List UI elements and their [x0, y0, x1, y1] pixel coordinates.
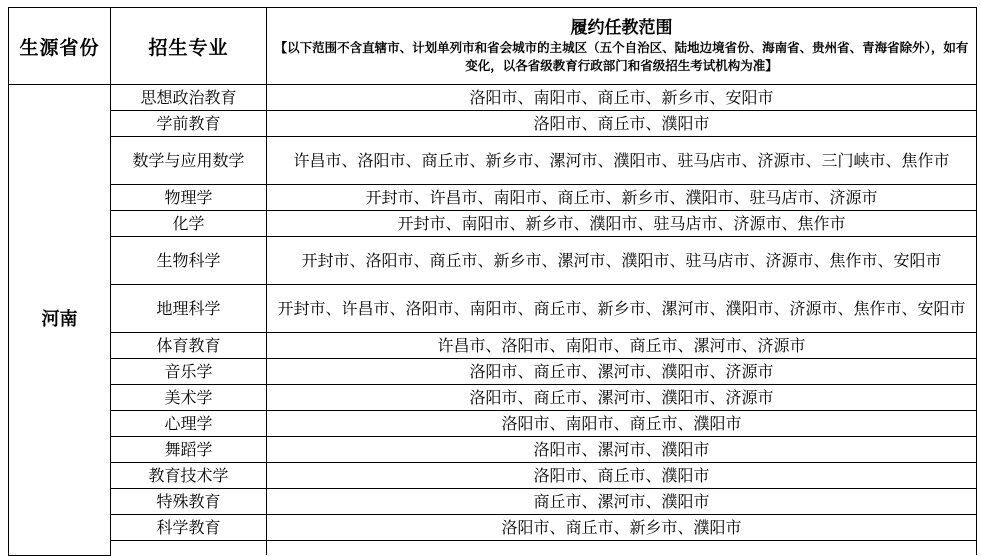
table-row	[9, 463, 977, 489]
cities-cell: 开封市、南阳市、新乡市、濮阳市、驻马店市、济源市、焦作市	[267, 211, 977, 237]
table-row	[9, 333, 977, 359]
major-cell: 生物科学	[111, 237, 267, 285]
major-cell: 数学与应用数学	[111, 137, 267, 185]
major-cell: 教育技术学	[111, 463, 267, 489]
cities-cell: 许昌市、洛阳市、商丘市、新乡市、漯河市、濮阳市、驻马店市、济源市、三门峡市、焦作市	[267, 137, 977, 185]
major-cell: 心理学	[111, 411, 267, 437]
cities-cell: 洛阳市、南阳市、商丘市、濮阳市	[267, 411, 977, 437]
scope-table	[8, 7, 977, 556]
header-province: 生源省份	[9, 8, 111, 85]
header-scope-title: 履约任教范围	[570, 18, 673, 38]
table-row	[9, 85, 977, 111]
major-cell: 美术学	[111, 385, 267, 411]
major-cell: 特殊教育	[111, 489, 267, 515]
province-cell: 河南	[9, 85, 111, 556]
cities-cell: 开封市、许昌市、南阳市、商丘市、新乡市、濮阳市、驻马店市、济源市	[267, 185, 977, 211]
table-row	[9, 515, 977, 541]
table-row	[9, 359, 977, 385]
cities-cell: 洛阳市、商丘市、漯河市、濮阳市、济源市	[267, 385, 977, 411]
major-cell: 思想政治教育	[111, 85, 267, 111]
table-row	[9, 185, 977, 211]
major-cell: 舞蹈学	[111, 437, 267, 463]
table-row	[9, 211, 977, 237]
cities-cell: 开封市、许昌市、洛阳市、南阳市、商丘市、新乡市、漯河市、濮阳市、济源市、焦作市、安阳市	[267, 285, 977, 333]
major-cell: 物理学	[111, 185, 267, 211]
table-row	[9, 285, 977, 333]
cities-cell: 洛阳市、南阳市、商丘市、新乡市、安阳市	[267, 85, 977, 111]
table-row	[9, 411, 977, 437]
major-cell: 体育教育	[111, 333, 267, 359]
table-row	[9, 489, 977, 515]
major-cell: 化学	[111, 211, 267, 237]
table-row	[9, 437, 977, 463]
table-row	[9, 237, 977, 285]
table-row	[9, 137, 977, 185]
cities-cell: 洛阳市、商丘市、漯河市、濮阳市、济源市	[267, 359, 977, 385]
cities-cell: 开封市、洛阳市、商丘市、新乡市、漯河市、濮阳市、驻马店市、济源市、焦作市、安阳市	[267, 237, 977, 285]
table-row	[9, 385, 977, 411]
cut-off-cities-cell	[267, 541, 977, 556]
major-cell: 地理科学	[111, 285, 267, 333]
major-cell: 音乐学	[111, 359, 267, 385]
cities-cell: 洛阳市、商丘市、濮阳市	[267, 463, 977, 489]
cut-off-row	[9, 541, 977, 556]
cities-cell: 洛阳市、商丘市、濮阳市	[267, 111, 977, 137]
header-scope	[267, 8, 977, 85]
major-cell: 学前教育	[111, 111, 267, 137]
major-cell: 科学教育	[111, 515, 267, 541]
cut-off-major-cell	[111, 541, 267, 556]
table-row	[9, 111, 977, 137]
header-scope-note: 【以下范围不含直辖市、计划单列市和省会城市的主城区（五个自治区、陆地边境省份、海南省、贵州省、青海省除外），如有变化，以各省级教育行政部门和省级招生考试机构为准】	[274, 40, 969, 73]
cities-cell: 洛阳市、漯河市、濮阳市	[267, 437, 977, 463]
cities-cell: 商丘市、漯河市、濮阳市	[267, 489, 977, 515]
cities-cell: 许昌市、洛阳市、南阳市、商丘市、漯河市、济源市	[267, 333, 977, 359]
cities-cell: 洛阳市、商丘市、新乡市、濮阳市	[267, 515, 977, 541]
header-row	[9, 8, 977, 85]
header-major: 招生专业	[111, 8, 267, 85]
